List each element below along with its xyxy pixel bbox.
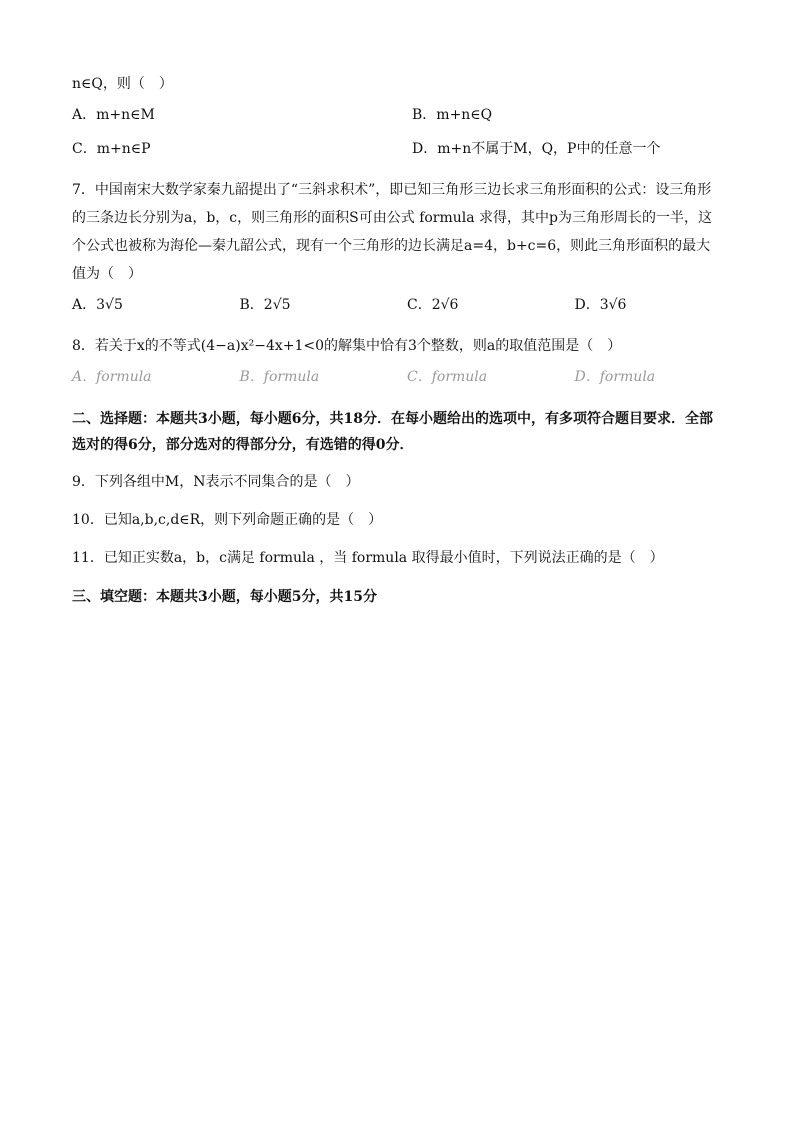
q6-option-b[interactable]: B．m+n∈Q [412,107,493,123]
q8-options [72,360,722,394]
q11-stem: 11．已知正实数a，b，c满足 formula ，当 formula 取得最小值时，下列说法正确的是（ ） [72,550,664,566]
q7-option-d[interactable]: D．3√6 [574,297,627,313]
q8-stem: 8．若关于x的不等式(4−a)x²−4x+1<0的解集中恰有3个整数，则a的取值范围是（ ） [72,338,622,354]
section-2-heading: 二、选择题：本题共3小题，每小题6分，共18分．在每小题给出的选项中，有多项符合题目要求．全部选对的得6分，部分选对的得部分分，有选错的得0分． [72,411,713,453]
q8-option-d[interactable]: D．formula [574,369,656,385]
q6-option-d[interactable]: D．m+n不属于M，Q，P中的任意一个 [412,141,661,157]
q6-tail: n∈Q，则（ ） [72,76,173,92]
q10-stem: 10．已知a,b,c,d∈R，则下列命题正确的是（ ） [72,512,383,528]
q6-option-a[interactable]: A．m+n∈M [72,107,155,123]
q7-option-a[interactable]: A．3√5 [72,297,123,313]
q6-options [72,98,722,166]
q8-option-c[interactable]: C．formula [407,369,488,385]
q7-option-c[interactable]: C．2√6 [407,297,459,313]
q6-option-c[interactable]: C．m+n∈P [72,141,151,157]
q9-stem: 9．下列各组中M，N表示不同集合的是（ ） [72,474,360,490]
q7-stem: 7．中国南宋大数学家秦九韶提出了“三斜求积术”，即已知三角形三边长求三角形面积的公式：设三角形的三条边长分别为a，b，c，则三角形的面积S可由公式 formula 求得，其中p为三角形周长的一半，这个公式也被称为海伦—秦九韶公式，现有一个三角形的边长满足a=4，b+c=6，则此三角形面积的最大值为（ ） [72,182,713,282]
q7-option-b[interactable]: B．2√5 [239,297,291,313]
section-3-heading: 三、填空题：本题共3小题，每小题5分，共15分 [72,589,377,605]
q8-option-b[interactable]: B．formula [239,369,320,385]
q7-options [72,288,722,322]
q8-option-a[interactable]: A．formula [72,369,152,385]
